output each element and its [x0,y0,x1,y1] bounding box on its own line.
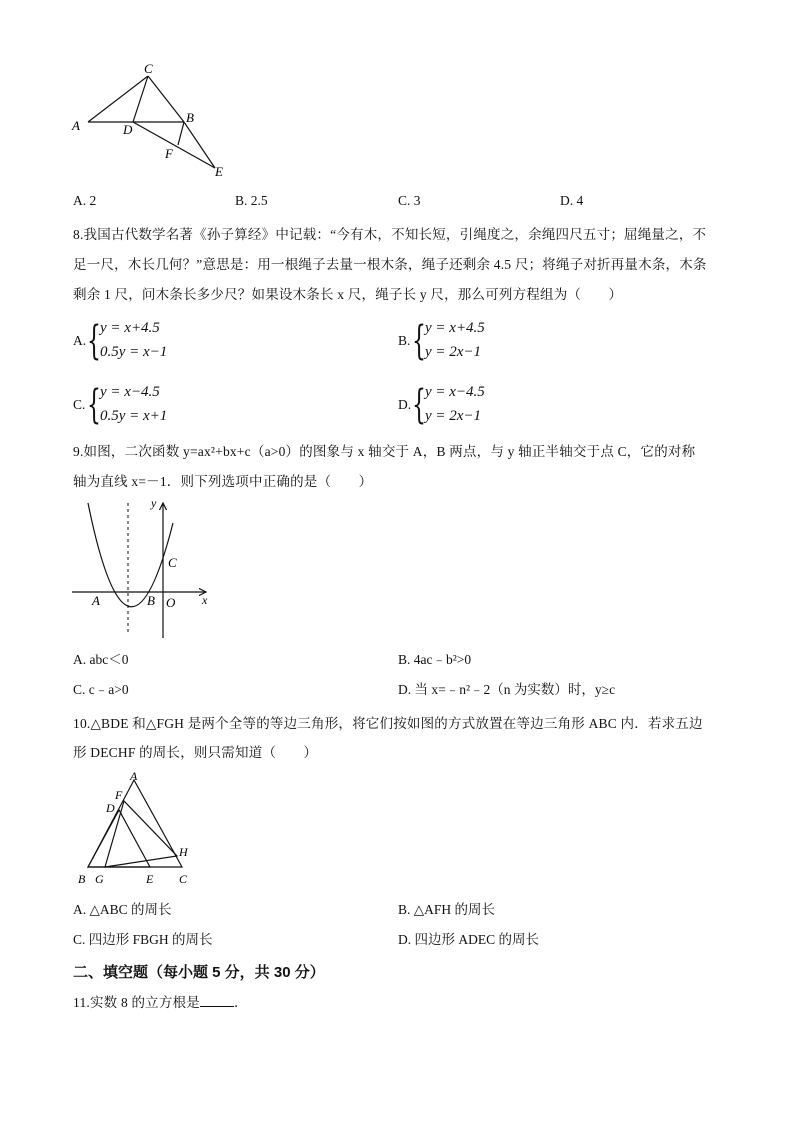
parabola-curve [88,503,173,607]
q11-text: 11.实数 8 的立方根是 [73,995,200,1010]
fig7-label-b: B [186,110,194,125]
segment-cb [148,76,184,122]
q9-option-c[interactable]: C. c﹣a>0 [73,682,129,697]
fig10-label-a: A [130,769,138,783]
q8-line-2: 足一尺，木长几何？”意思是：用一根绳子去量一根木条，绳子还剩余 4.5 尺；将绳子对折再量木条，木条 [73,257,707,272]
triangle-abc [88,780,182,867]
segment-bf [178,122,184,145]
q7-option-a[interactable]: A. 2 [73,193,97,208]
fig7-label-d: D [123,122,133,137]
q7-option-b[interactable]: B. 2.5 [235,193,268,208]
q8-option-c-eq2: 0.5y = x+1 [100,408,168,424]
q9-option-d[interactable]: D. 当 x=﹣n²﹣2（n 为实数）时，y≥c [398,682,616,697]
q8-option-d-eq1: y = x−4.5 [425,384,485,400]
section-heading: 二、填空题（每小题 5 分，共 30 分） [73,964,325,981]
q11-line [73,994,248,1012]
q8-option-b-eq1: y = x+4.5 [425,320,485,336]
fig7-label-e: E [215,164,223,179]
fig9-label-b: B [147,593,155,608]
q8-option-d-eq2: y = 2x−1 [425,408,482,424]
q10-option-b[interactable]: B. △AFH 的周长 [398,902,496,917]
fig9-label-a: A [92,593,100,608]
q7-option-c[interactable]: C. 3 [398,193,421,208]
q9-option-a[interactable]: A. abc＜0 [73,652,129,667]
q8-option-d-label: D. [398,397,412,412]
q8-option-a-eq1: y = x+4.5 [100,320,160,336]
fig10-label-h: H [179,845,188,859]
q8-option-b-eq2: y = 2x−1 [425,344,482,360]
brace-icon: { [412,318,426,364]
fig9-label-o: O [166,595,176,610]
q8-option-a-eq2: 0.5y = x−1 [100,344,168,360]
fig10-label-c: C [179,872,188,886]
fig7-label-c: C [144,61,153,76]
q10-option-d[interactable]: D. 四边形 ADEC 的周长 [398,932,539,947]
triangle-fgh [105,801,177,867]
brace-icon: { [87,382,101,428]
q8-line-1: 8.我国古代数学名著《孙子算经》中记载：“今有木，不知长短，引绳度之，余绳四尺五寸；屈绳量之，不 [73,227,707,242]
q8-option-a-label: A. [73,333,87,348]
q10-line-1: 10.△BDE 和△FGH 是两个全等的等边三角形，将它们按如图的方式放置在等边三角形 ABC 内．若求五边 [73,716,703,731]
q11-end: ． [233,995,248,1010]
fig10-label-b: B [78,872,86,886]
fig10-label-f: F [115,788,123,802]
brace-icon: { [412,382,426,428]
q9-option-b[interactable]: B. 4ac﹣b²>0 [398,652,472,667]
q10-line-2: 形 DECHF 的周长，则只需知道（ ） [73,745,318,760]
answer-blank[interactable] [200,994,234,1007]
q10-triangle-figure [72,768,202,890]
segment-cd [133,76,148,122]
fig7-label-f: F [165,146,173,161]
q10-option-c[interactable]: C. 四边形 FBGH 的周长 [73,932,213,947]
q8-line-3: 剩余 1 尺，问木条长多少尺？如果设木条长 x 尺，绳子长 y 尺，那么可列方程组为（ ） [73,287,623,302]
segment-de [133,122,215,168]
brace-icon: { [87,318,101,364]
q9-line-2: 轴为直线 x=－1．则下列选项中正确的是（ ） [73,474,373,489]
q7-option-d[interactable]: D. 4 [560,193,584,208]
fig10-label-g: G [95,872,104,886]
fig10-label-d: D [106,801,115,815]
q7-figure [70,60,240,180]
fig9-label-c: C [168,555,177,570]
q10-option-a[interactable]: A. △ABC 的周长 [73,902,172,917]
q8-option-c-label: C. [73,397,86,412]
fig7-label-a: A [72,118,80,133]
fig10-label-e: E [146,872,154,886]
q9-line-1: 9.如图，二次函数 y=ax²+bx+c（a>0）的图象与 x 轴交于 A，B 两点，与 y 轴正半轴交于点 C，它的对称 [73,444,696,459]
segment-be [184,122,215,168]
fig9-label-x: x [202,593,208,607]
segment-ac [88,76,148,122]
q8-option-c-eq1: y = x−4.5 [100,384,160,400]
fig9-label-y: y [151,496,157,510]
q8-option-b-label: B. [398,333,411,348]
q9-parabola-figure [68,495,218,640]
